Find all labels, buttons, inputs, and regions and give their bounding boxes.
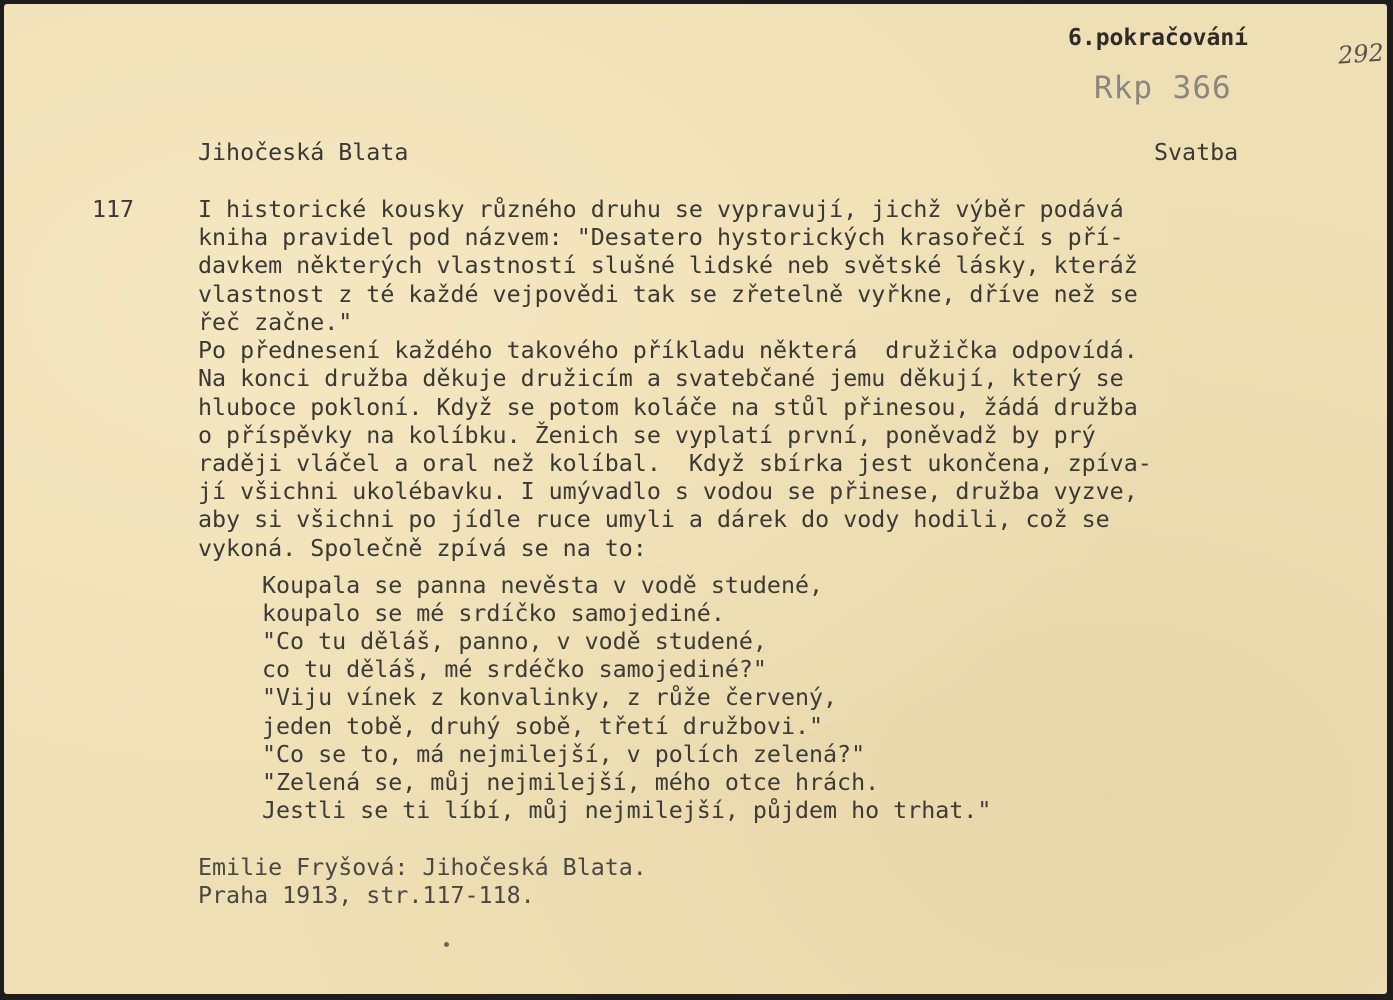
text-line: I historické kousky různého druhu se vypravují, jichž výběr podává: [198, 196, 1124, 223]
text-line: jí všichni ukolébavku. I umývadlo s vodou se přinese, družba vyzve,: [198, 478, 1138, 505]
text-line: kniha pravidel pod názvem: "Desatero hystorických krasořečí s pří-: [198, 224, 1124, 251]
continuation-label: 6.pokračování: [1068, 25, 1249, 51]
text-line: řeč začne.": [198, 309, 353, 336]
text-line: Po přednesení každého takového příkladu některá družička odpovídá.: [198, 337, 1138, 364]
verse-line: co tu děláš, mé srdéčko samojediné?": [262, 656, 767, 683]
text-line: Na konci družba děkuje družicím a svatebčané jemu děkují, který se: [198, 365, 1124, 392]
text-line: o příspěvky na kolíbku. Ženich se vyplatí první, poněvadž by prý: [198, 422, 1096, 449]
verse-line: "Co tu děláš, panno, v vodě studené,: [262, 628, 767, 655]
manuscript-stamp: Rkp 366: [1094, 70, 1232, 106]
archive-card: [4, 4, 1387, 994]
text-line: aby si všichni po jídle ruce umyli a dárek do vody hodili, což se: [198, 506, 1110, 533]
reference-line: Emilie Fryšová: Jihočeská Blata.: [198, 854, 647, 881]
text-line: vykoná. Společně zpívá se na to:: [198, 535, 647, 562]
region-title: Jihočeská Blata: [198, 139, 409, 166]
text-line: raději vláčel a oral než kolíbal. Když sbírka jest ukončena, zpíva-: [198, 450, 1152, 477]
verse-line: "Viju vínek z konvalinky, z růže červený,: [262, 684, 838, 711]
page-number: 292: [1337, 38, 1385, 70]
entry-number: 117: [92, 196, 135, 223]
topic-title: Svatba: [1154, 139, 1239, 166]
text-line: hluboce pokloní. Když se potom koláče na stůl přinesou, žádá družba: [198, 394, 1138, 421]
paper-speck: [444, 942, 449, 947]
verse-line: jeden tobě, druhý sobě, třetí družbovi.": [262, 713, 824, 740]
verse-line: koupalo se mé srdíčko samojediné.: [262, 600, 725, 627]
text-line: vlastnost z té každé vejpovědi tak se zřetelně vyřkne, dříve než se: [198, 281, 1138, 308]
text-line: davkem některých vlastností slušné lidské neb světské lásky, kteráž: [198, 252, 1138, 279]
verse-line: "Co se to, má nejmilejší, v polích zelená?": [262, 741, 866, 768]
verse-line: Jestli se ti líbí, můj nejmilejší, půjdem ho trhat.": [262, 797, 992, 824]
verse-line: "Zelená se, můj nejmilejší, mého otce hrách.: [262, 769, 880, 796]
reference-line: Praha 1913, str.117-118.: [198, 882, 535, 909]
verse-line: Koupala se panna nevěsta v vodě studené,: [262, 572, 824, 599]
